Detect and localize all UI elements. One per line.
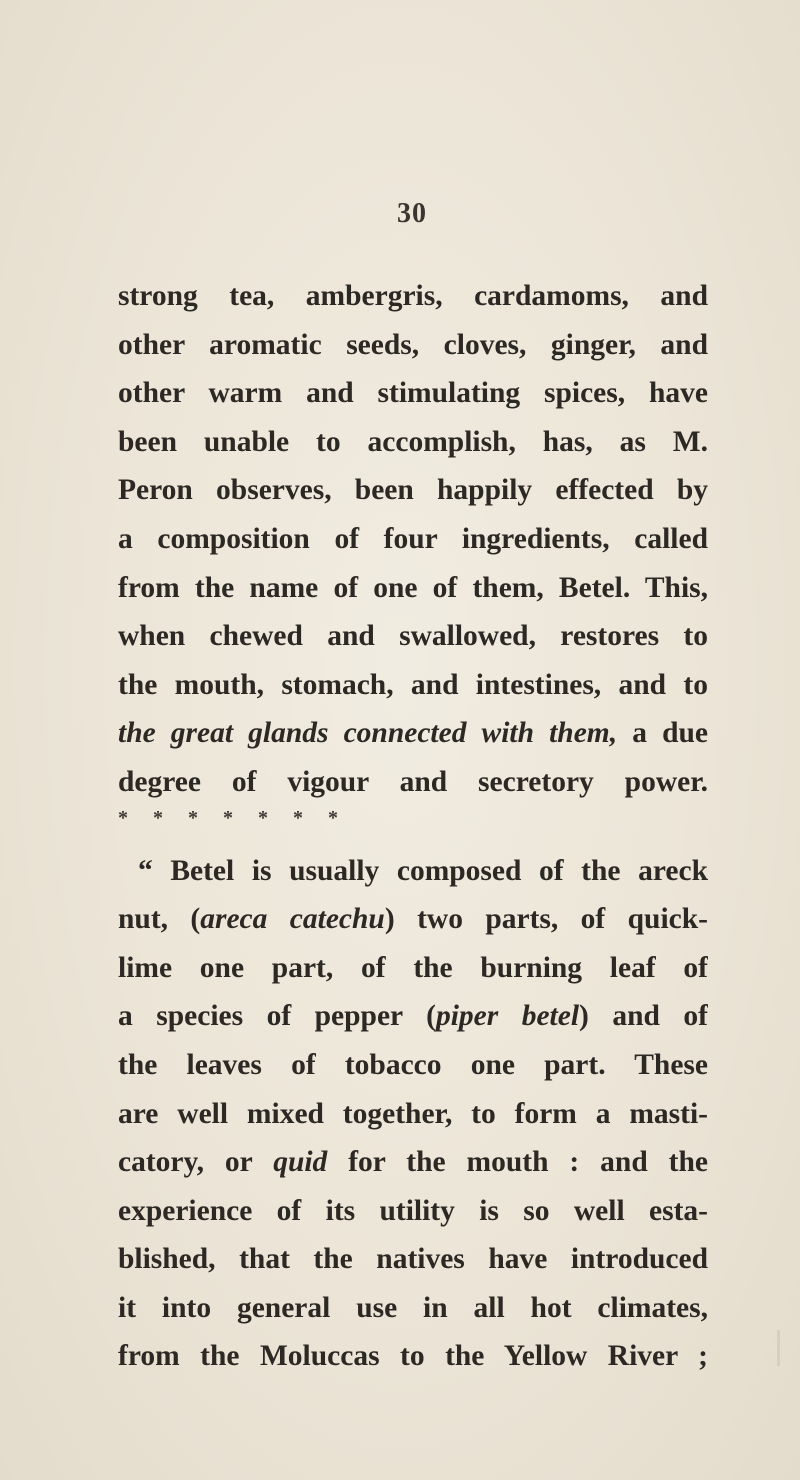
text-line: the mouth, stomach, and intestines, and to <box>118 668 708 701</box>
text-line: when chewed and swallowed, restores to <box>118 620 708 653</box>
text-line: from the name of one of them, Betel. This, <box>118 571 708 604</box>
text-line: other warm and stimulating spices, have <box>118 377 708 410</box>
text-line: degree of vigour and secretory power. <box>118 765 708 798</box>
paragraph-2 <box>118 847 708 1382</box>
text-line: lime one part, of the burning leaf of <box>118 951 708 984</box>
text-line: it into general use in all hot climates, <box>118 1291 708 1324</box>
page-number: 30 <box>397 198 427 229</box>
text-line: the great glands connected with them, a due <box>118 717 708 750</box>
text-line: experience of its utility is so well esta- <box>118 1194 708 1227</box>
text-line: a species of pepper (piper betel) and of <box>118 1000 708 1033</box>
text-line: blished, that the natives have introduced <box>118 1243 708 1276</box>
text-line: nut, (areca catechu) two parts, of quick- <box>118 903 708 936</box>
text-line: strong tea, ambergris, cardamoms, and <box>118 280 708 312</box>
text-line: “ Betel is usually composed of the areck <box>138 854 708 887</box>
section-separator: * * * * * * * <box>118 806 348 829</box>
text-line: from the Moluccas to the Yellow River ; <box>118 1340 708 1373</box>
text-line: are well mixed together, to form a masti- <box>118 1097 708 1130</box>
paper-edge-mark <box>777 1330 780 1366</box>
text-line: a composition of four ingredients, called <box>118 522 708 555</box>
italic-phrase: piper betel <box>435 1000 580 1033</box>
paragraph-1 <box>118 272 708 807</box>
text-line: been unable to accomplish, has, as M. <box>118 425 708 458</box>
text-line: other aromatic seeds, cloves, ginger, and <box>118 328 708 361</box>
text-line: catory, or quid for the mouth : and the <box>118 1146 708 1179</box>
text-line: Peron observes, been happily effected by <box>118 474 708 507</box>
body-text <box>118 272 708 1381</box>
italic-phrase: areca catechu <box>200 903 385 936</box>
italic-phrase: the great glands connected with them, <box>118 717 618 750</box>
separator-gap <box>118 833 708 847</box>
text-line: the leaves of tobacco one part. These <box>118 1048 708 1081</box>
italic-phrase: quid <box>273 1146 328 1179</box>
